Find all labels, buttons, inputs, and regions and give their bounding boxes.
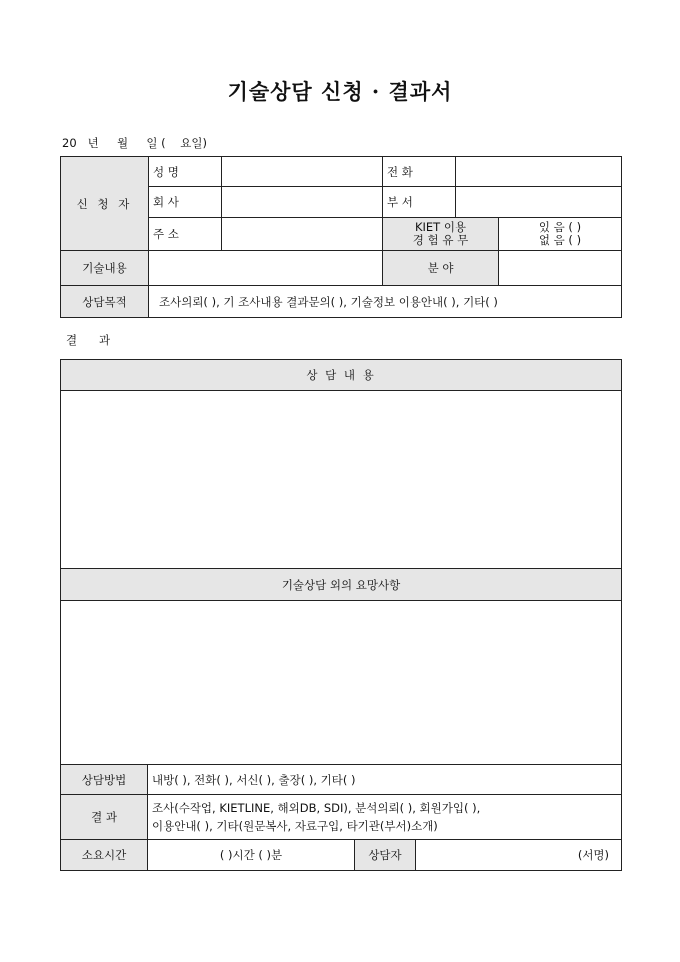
document-title: 기술상담 신청 · 결과서	[227, 79, 453, 104]
result-options-line2[interactable]: 이용안내( ), 기타(원문복사, 자료구입, 타기관(부서)소개)	[152, 819, 438, 833]
field-label: 분 야	[383, 251, 499, 286]
phone-field[interactable]	[456, 157, 622, 187]
address-field[interactable]	[222, 218, 383, 251]
consult-content-header: 상 담 내 용	[61, 360, 622, 391]
result-label: 결 과	[61, 795, 148, 840]
method-options[interactable]: 내방( ), 전화( ), 서신( ), 출장( ), 기타( )	[148, 765, 622, 795]
time-value[interactable]: ( )시간 ( )분	[148, 840, 355, 871]
kiet-experience-label	[383, 218, 499, 251]
applicant-label: 신 청 자	[61, 157, 149, 251]
kiet-yes-option[interactable]: 있 음 ( )	[538, 220, 582, 234]
company-field[interactable]	[222, 187, 383, 218]
tech-content-field[interactable]	[149, 251, 383, 286]
kiet-label-line1: KIET 이용	[414, 220, 467, 234]
time-label: 소요시간	[61, 840, 148, 871]
name-label: 성 명	[149, 157, 222, 187]
purpose-options[interactable]: 조사의뢰( ), 기 조사내용 결과문의( ), 기술정보 이용안내( ), 기타( )	[149, 286, 622, 318]
address-label: 주 소	[149, 218, 222, 251]
kiet-no-option[interactable]: 없 음 ( )	[538, 233, 582, 247]
company-label: 회 사	[149, 187, 222, 218]
result-section-label: 결 과	[66, 333, 111, 347]
requests-header: 기술상담 외의 요망사항	[61, 569, 622, 601]
consultant-label: 상담자	[355, 840, 416, 871]
signature-field[interactable]: (서명)	[416, 840, 622, 871]
result-options[interactable]	[148, 795, 622, 840]
tech-content-label: 기술내용	[61, 251, 149, 286]
kiet-label-line2: 경 험 유 무	[412, 233, 469, 247]
date-line: 20 년 월 일 ( 요일)	[62, 136, 207, 150]
applicant-table	[60, 156, 622, 318]
name-field[interactable]	[222, 157, 383, 187]
kiet-experience-options[interactable]	[499, 218, 622, 251]
result-table	[60, 359, 622, 871]
consult-content-area[interactable]	[61, 391, 622, 569]
dept-field[interactable]	[456, 187, 622, 218]
result-options-line1[interactable]: 조사(수작업, KIETLINE, 해외DB, SDI), 분석의뢰( ), 회원가입( ),	[152, 801, 481, 815]
dept-label: 부 서	[383, 187, 456, 218]
requests-area[interactable]	[61, 601, 622, 765]
phone-label: 전 화	[383, 157, 456, 187]
method-label: 상담방법	[61, 765, 148, 795]
field-field[interactable]	[499, 251, 622, 286]
purpose-label: 상담목적	[61, 286, 149, 318]
